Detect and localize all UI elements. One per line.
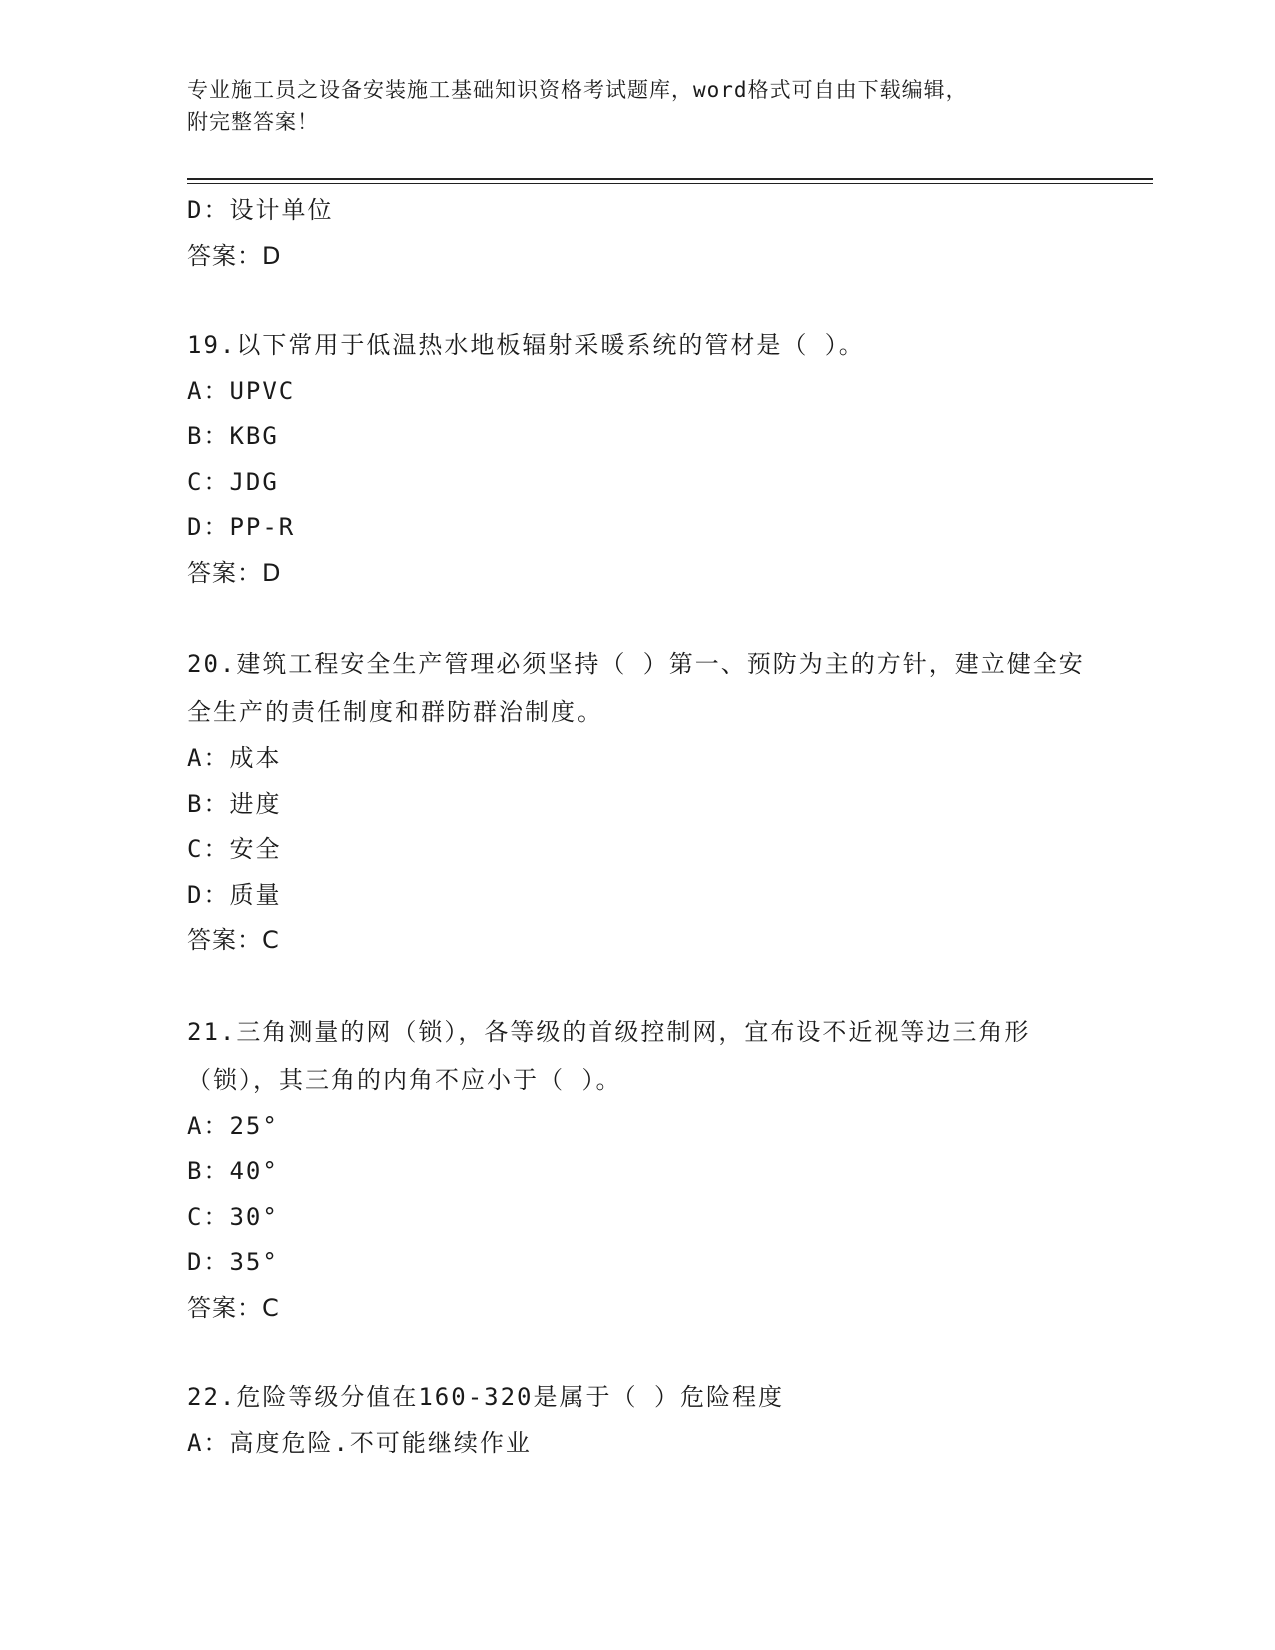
question-stem: 22.危险等级分值在160-320是属于（ ）危险程度 [187,1383,784,1411]
answer-line: 答案：D [187,241,282,270]
spacer [187,1331,1087,1375]
header-divider-thick [187,178,1153,180]
question-stem: 19.以下常用于低温热水地板辐射采暖系统的管材是（ ）。 [187,331,865,359]
option-c: C：安全 [187,835,282,863]
option-d: D：PP-R [187,513,296,541]
answer-line: 答案：C [187,1293,280,1322]
option-a: A：成本 [187,744,282,772]
question-stem: 20.建筑工程安全生产管理必须坚持（ ）第一、预防为主的方针，建立健全安全生产的责任制度和群防群治制度。 [187,650,1085,726]
option-c: C：30° [187,1202,279,1231]
option-b: B：进度 [187,789,282,818]
option-d: D：35° [187,1248,279,1276]
question-list [187,188,1087,1466]
answer-line: 答案：C [187,926,280,954]
header-divider-thin [187,183,1153,184]
question-22 [187,1375,1087,1466]
previous-question-fragment [187,188,1087,279]
question-20 [187,640,1087,964]
option-c: C：JDG [187,467,279,496]
option-b: B：40° [187,1157,279,1185]
option-a: A：UPVC [187,376,296,405]
header-line-1: 专业施工员之设备安装施工基础知识资格考试题库，word格式可自由下载编辑， [187,78,968,102]
page-header [187,74,1067,138]
option-a: A：25° [187,1111,279,1140]
header-line-2: 附完整答案！ [187,110,319,134]
option-a: A：高度危险.不可能继续作业 [187,1428,532,1457]
spacer [187,596,1087,640]
spacer [187,964,1087,1008]
option-d: D：质量 [187,880,282,909]
answer-line: 答案：D [187,558,282,587]
question-21 [187,1008,1087,1332]
question-19 [187,323,1087,596]
question-stem: 21.三角测量的网（锁），各等级的首级控制网，宜布设不近视等边三角形（锁），其三角的内角不应小于（ ）。 [187,1017,1031,1094]
option-d: D：设计单位 [187,196,334,224]
option-b: B：KBG [187,422,279,450]
spacer [187,279,1087,323]
